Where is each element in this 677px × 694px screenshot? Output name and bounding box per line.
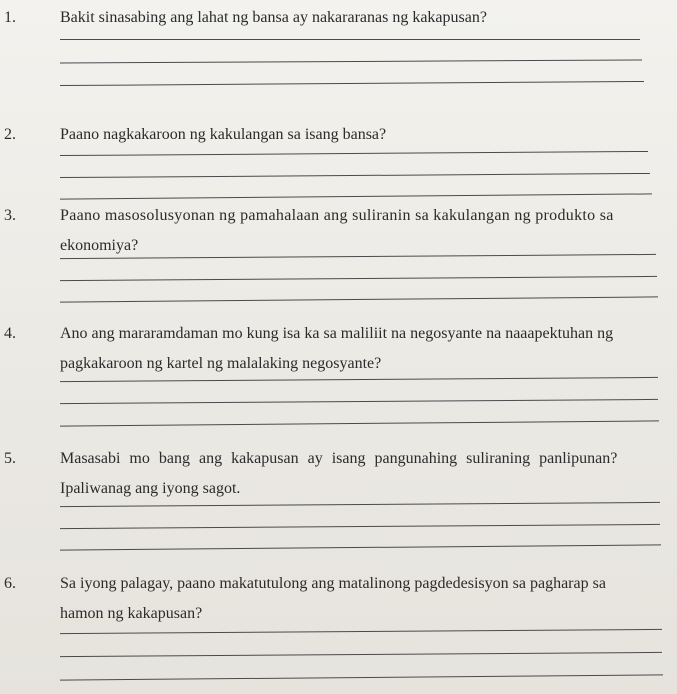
answer-line[interactable] (60, 399, 658, 404)
question-text (60, 573, 677, 625)
question-text-line: hamon ng kakapusan? (60, 605, 203, 622)
answer-line[interactable] (60, 193, 652, 199)
question-text (60, 124, 665, 146)
answer-line[interactable] (60, 674, 663, 680)
answer-line[interactable] (60, 377, 658, 382)
question-text-line: Paano masosolusyonan ng pamahalaan ang suliranin sa kakulangan ng produkto sa (60, 207, 614, 224)
question-text-line: ekonomiya? (60, 237, 139, 254)
answer-line[interactable] (60, 296, 658, 302)
question-number: 2. (4, 126, 16, 143)
answer-line[interactable] (60, 502, 660, 507)
question-number: 5. (4, 450, 16, 467)
answer-line[interactable] (60, 629, 662, 634)
question-text (60, 448, 675, 500)
answer-line[interactable] (60, 544, 661, 550)
question-number: 1. (4, 9, 16, 26)
question-number: 4. (4, 325, 16, 342)
answer-line[interactable] (60, 652, 662, 657)
answer-line[interactable] (60, 59, 642, 63)
question-text-line: Ano ang mararamdaman mo kung isa ka sa maliliit na negosyante na naaapektuhan ng (60, 325, 614, 342)
answer-line[interactable] (60, 276, 657, 281)
answer-line[interactable] (60, 524, 660, 529)
question-text-line: Bakit sinasabing ang lahat ng bansa ay nakararanas ng kakapusan? (60, 9, 487, 26)
answer-line[interactable] (60, 173, 650, 178)
question-number: 6. (4, 575, 16, 592)
question-number: 3. (4, 207, 16, 224)
question-text (60, 323, 675, 375)
question-text-line: Sa iyong palagay, paano makatutulong ang matalinong pagdedesisyon sa pagharap sa (60, 575, 606, 592)
answer-line[interactable] (60, 39, 640, 40)
answer-line[interactable] (60, 81, 644, 86)
question-text (60, 205, 673, 257)
answer-line[interactable] (60, 151, 648, 156)
answer-line[interactable] (60, 420, 659, 426)
question-text-line: Masasabi mo bang ang kakapusan ay isang pangunahing suliraning panlipunan? (60, 450, 618, 467)
question-text-line: pagkakaroon ng kartel ng malalaking negosyante? (60, 355, 382, 372)
question-text (60, 7, 665, 29)
question-text-line: Paano nagkakaroon ng kakulangan sa isang bansa? (60, 126, 387, 143)
question-text-line: Ipaliwanag ang iyong sagot. (60, 480, 241, 497)
